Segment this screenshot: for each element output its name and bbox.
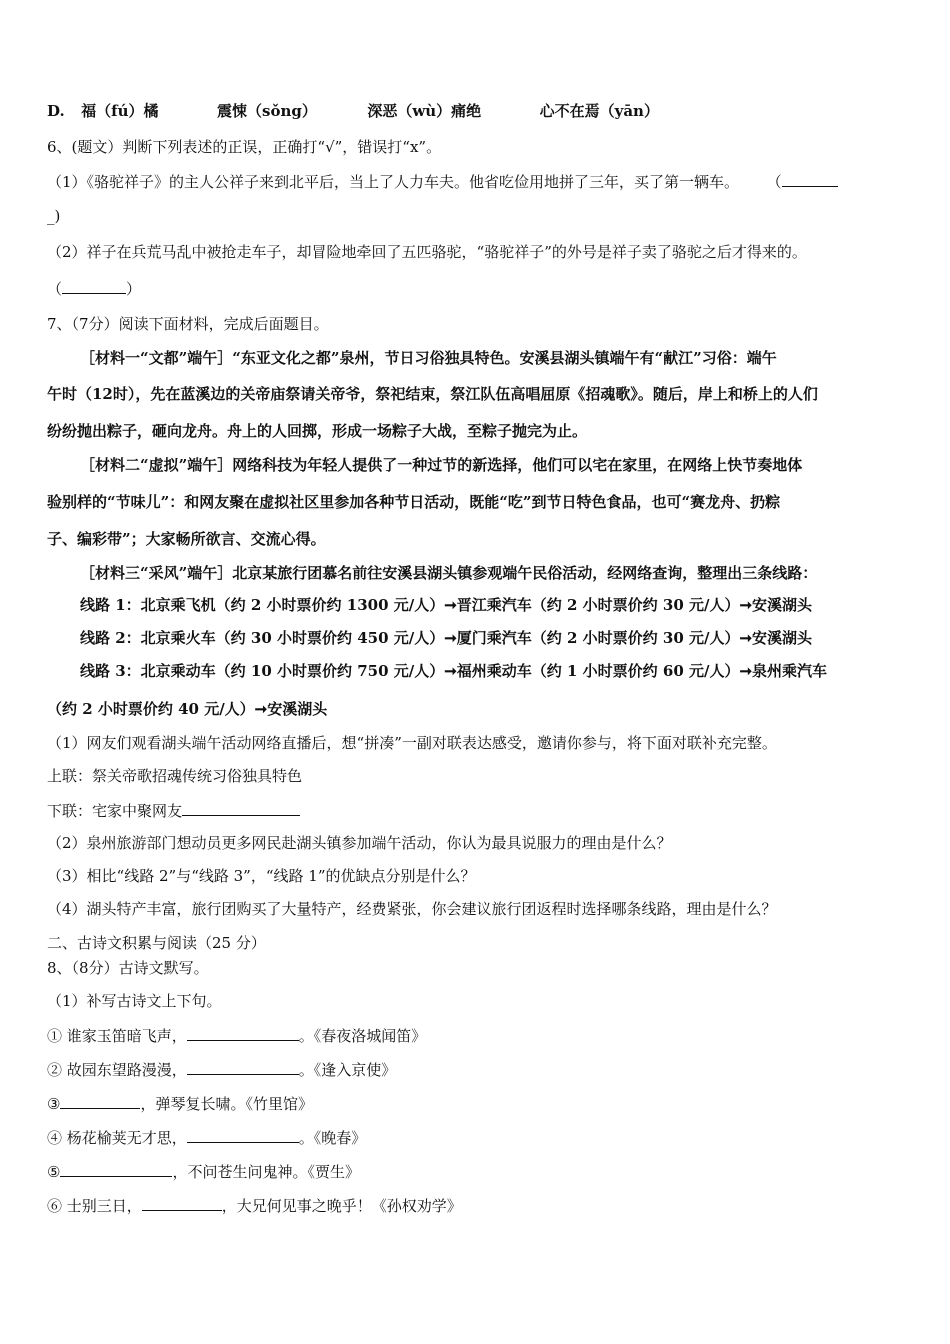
q8-item-6 [47, 1194, 462, 1216]
q7-material-2-line-1: ［材料二“虚拟”端午］网络科技为年轻人提供了一种过节的新选择，他们可以宅在家里，在网络上快节奏地体 [80, 456, 803, 474]
q6-answer-2 [47, 277, 141, 299]
q7-material-2-line-3: 子、编彩带”；大家畅所欲言、交流心得。 [47, 530, 326, 548]
q8-item-4-prompt: ④ 杨花榆荚无才思， [47, 1129, 187, 1147]
q8-item-2 [47, 1058, 396, 1080]
q7-sub-question-2: （2）泉州旅游部门想动员更多网民赴湖头镇参加端午活动，你认为最具说服力的理由是什么？ [47, 834, 672, 852]
q8-item-4 [47, 1126, 366, 1148]
q7-route-3-line-1: 线路 3：北京乘动车（约 10 小时票价约 750 元/人）➞福州乘动车（约 1 小时票价约 60 元/人）➞泉州乘汽车 [80, 662, 828, 680]
q8-item-1-prompt: ① 谁家玉笛暗飞声， [47, 1027, 187, 1045]
q8-item-3-prompt: ③ [47, 1095, 61, 1113]
q8-item-5-blank[interactable] [60, 1160, 172, 1177]
q6-title: 6、(题文）判断下列表述的正误，正确打“√”，错误打“x”。 [47, 138, 442, 156]
q6-statement-1-text: （1）《骆驼祥子》的主人公祥子来到北平后，当上了人力车夫。他省吃俭用地拼了三年，买了第一辆车。 [47, 173, 740, 191]
option-label: D. [47, 102, 65, 120]
q7-material-2-line-2: 验别样的“节味儿”：和网友聚在虚拟社区里参加各种节日活动，既能“吃”到节日特色食品，也可“赛龙舟、扔粽 [47, 493, 781, 511]
q8-item-3-blank[interactable] [60, 1092, 140, 1109]
q7-sub-question-3: （3）相比“线路 2”与“线路 3”，“线路 1”的优缺点分别是什么？ [47, 867, 476, 885]
q8-item-4-blank[interactable] [187, 1126, 299, 1143]
q6-answer-1-tail: _) [47, 207, 61, 225]
section-2-heading: 二、古诗文积累与阅读（25 分） [47, 934, 266, 952]
q8-item-2-source: 。《逢入京使》 [298, 1061, 397, 1079]
q7-material-3-line-1: ［材料三“采风”端午］北京某旅行团慕名前往安溪县湖头镇参观端午民俗活动，经网络查询，整理出三条线路： [80, 564, 818, 582]
option-word-4: 心不在焉（yān） [539, 102, 659, 120]
q8-item-6-source: ，大兄何见事之晚乎！《孙权劝学》 [221, 1197, 462, 1215]
q5-option-d [47, 100, 659, 122]
option-word-2: 震悚（sǒng） [217, 102, 317, 120]
q8-sub-question-1: （1）补写古诗文上下句。 [47, 992, 222, 1010]
q8-item-2-blank[interactable] [187, 1058, 299, 1075]
q7-sub-question-1: （1）网友们观看湖头端午活动网络直播后，想“拼凑”一副对联表达感受，邀请你参与，将下面对联补充完整。 [47, 734, 777, 752]
q8-item-2-prompt: ② 故园东望路漫漫， [47, 1061, 187, 1079]
q7-route-1: 线路 1：北京乘飞机（约 2 小时票价约 1300 元/人）➞晋江乘汽车（约 2 小时票价约 30 元/人）➞安溪湖头 [80, 596, 813, 614]
q7-route-3-line-2: （约 2 小时票价约 40 元/人）➞安溪湖头 [47, 700, 328, 718]
q8-item-1-source: 。《春夜洛城闻笛》 [298, 1027, 427, 1045]
q8-item-5 [47, 1160, 360, 1182]
q6-answer-2-open: （ [47, 280, 63, 298]
q7-title: 7、（7分）阅读下面材料，完成后面题目。 [47, 315, 329, 333]
q7-route-2: 线路 2：北京乘火车（约 30 小时票价约 450 元/人）➞厦门乘汽车（约 2 小时票价约 30 元/人）➞安溪湖头 [80, 629, 813, 647]
q8-item-5-prompt: ⑤ [47, 1163, 61, 1181]
q7-couplet-lower [47, 799, 300, 821]
q8-item-3 [47, 1092, 313, 1114]
q6-statement-2: （2）祥子在兵荒马乱中被抢走车子，却冒险地牵回了五匹骆驼，“骆驼祥子”的外号是祥子卖了骆驼之后才得来的。 [47, 243, 807, 261]
q6-answer-2-close: ） [126, 280, 142, 298]
q8-item-5-source: ，不问苍生问鬼神。《贾生》 [172, 1163, 360, 1181]
q6-answer-1-paren: （ [766, 173, 782, 191]
q8-title: 8、（8分）古诗文默写。 [47, 959, 209, 977]
q7-sub-question-4: （4）湖头特产丰富，旅行团购买了大量特产，经费紧张，你会建议旅行团返程时选择哪条线路，理由是什么？ [47, 900, 777, 918]
q8-item-6-blank[interactable] [142, 1194, 222, 1211]
q8-item-6-prompt: ⑥ 士别三日， [47, 1197, 142, 1215]
q7-couplet-upper: 上联：祭关帝歌招魂传统习俗独具特色 [47, 767, 303, 785]
q6-answer-2-blank[interactable] [62, 277, 126, 294]
q7-material-1-line-1: ［材料一“文都”端午］“东亚文化之都”泉州，节日习俗独具特色。安溪县湖头镇端午有“献江”习俗：端午 [80, 349, 777, 367]
q7-couplet-lower-text: 下联：宅家中聚网友 [47, 802, 183, 820]
q6-answer-1-blank[interactable] [782, 170, 838, 187]
q8-item-3-source: ，弹琴复长啸。《竹里馆》 [140, 1095, 313, 1113]
q8-item-1 [47, 1024, 426, 1046]
q7-material-1-line-3: 纷纷抛出粽子，砸向龙舟。舟上的人回掷，形成一场粽子大战，至粽子抛完为止。 [47, 422, 588, 440]
q8-item-4-source: 。《晚春》 [298, 1129, 367, 1147]
option-word-1: 福（fú）橘 [81, 102, 159, 120]
q8-item-1-blank[interactable] [187, 1024, 299, 1041]
q6-statement-1 [47, 170, 838, 192]
q7-couplet-blank[interactable] [182, 799, 300, 816]
option-word-3: 深恶（wù）痛绝 [367, 102, 482, 120]
q7-material-1-line-2: 午时（12时），先在蓝溪边的关帝庙祭请关帝爷，祭祀结束，祭江队伍高唱屈原《招魂歌》。随后，岸上和桥上的人们 [47, 385, 818, 403]
